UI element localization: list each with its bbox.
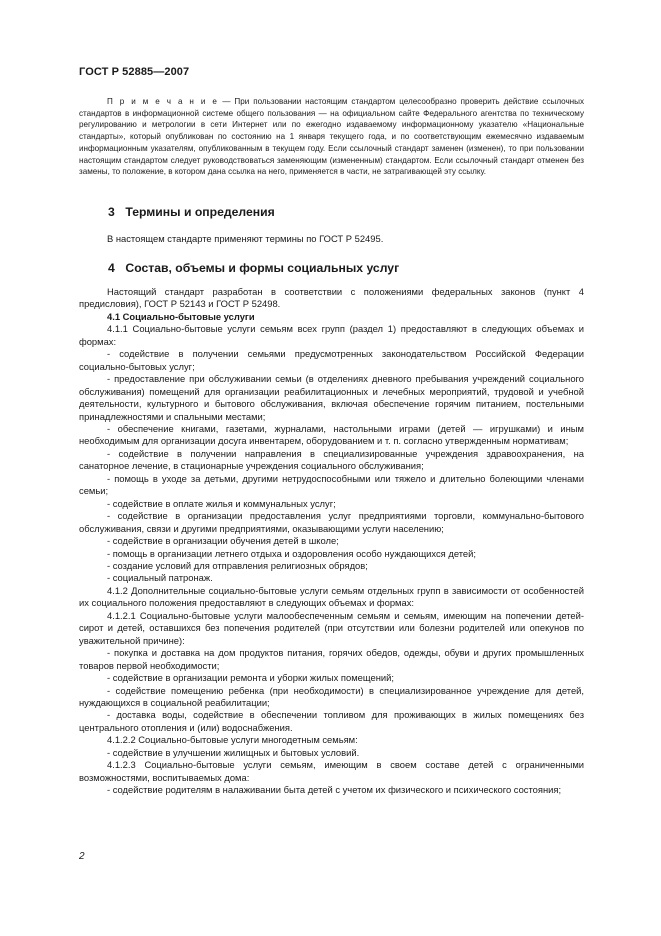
list-item: - содействие родителям в налаживании быта детей с учетом их физического и психического состояния;: [107, 784, 562, 796]
list-item: - содействие в организации ремонта и уборки жилых помещений;: [107, 672, 394, 684]
list-item: - предоставление при обслуживании семьи (в отделениях дневного пребывания учреждений социального обслуживания) помещений для организации реабилитационных и лечебных мероприятий, трудовой и учебной деятельности, культурного и бытового обслуживания, включая обеспечение горячим питанием, постельными принадлежностями и спальными местами;: [79, 373, 584, 422]
note-text: — При пользовании настоящим стандартом целесообразно проверить действие ссылочных стандартов в информационной системе общего пользования — на официальном сайте Федерального агентства по техническому регулированию и метрологии в сети Интернет или по ежегодно издаваемому информационному указателю «Национальные стандарты», который опубликован по состоянию на 1 января текущего года, и по соответствующим ежемесячно издаваемым информационным указателям, опубликованным в текущем году. Если ссылочный стандарт заменен (изменен), то при пользовании настоящим стандартом следует руководствоваться заменяющим (измененным) стандартом. Если ссылочный стандарт отменен без замены, то положение, в котором дана ссылка на него, применяется в части, не затрагивающей эту ссылку.: [79, 97, 585, 177]
section-4-title: Состав, объемы и формы социальных услуг: [125, 261, 400, 275]
list-item: - содействие в организации предоставления услуг предприятиями торговли, коммунально-бытового обслуживания, связи и другими предприятиями, оказывающими услуги населению;: [79, 510, 584, 534]
paragraph: 4.1.2.2 Социально-бытовые услуги многодетным семьям:: [107, 734, 358, 746]
list-item: - доставка воды, содействие в обеспечении топливом для проживающих в жилых помещениях без центрального отопления и (или) водоснабжения.: [79, 709, 584, 733]
note-paragraph: [79, 96, 584, 178]
section-3-heading: [108, 205, 275, 219]
list-item: - помощь в организации летнего отдыха и оздоровления особо нуждающихся детей;: [107, 547, 476, 559]
list-item: - социальный патронаж.: [107, 572, 213, 584]
paragraph: 4.1.2.3 Социально-бытовые услуги семьям, имеющим в своем составе детей с ограниченными возможностями, воспитываемых дома:: [79, 759, 584, 783]
list-item: - содействие в организации обучения детей в школе;: [107, 535, 339, 547]
page-number: 2: [79, 851, 85, 862]
list-item: - содействие в улучшении жилищных и бытовых условий.: [107, 746, 360, 758]
section-4-number: 4: [108, 261, 115, 275]
list-item: - помощь в уходе за детьми, другими нетрудоспособными или тяжело и длительно болеющими членами семьи;: [79, 472, 584, 497]
section-3-number: 3: [108, 205, 115, 219]
subsection-heading: 4.1 Социально-бытовые услуги: [107, 310, 255, 322]
list-item: - создание условий для отправления религиозных обрядов;: [107, 559, 368, 571]
list-item: - содействие в получении направления в специализированные учреждения здравоохранения, на санаторное лечение, в стационарные учреждения социального обслуживания;: [79, 447, 584, 472]
list-item: - обеспечение книгами, газетами, журналами, настольными играми (детей — игрушками) и иным необходимым для организации досуга инвентарем, оборудованием и т. п. согласно утвержденным нормативам;: [79, 422, 584, 447]
paragraph: 4.1.2 Дополнительные социально-бытовые услуги семьям отдельных групп в зависимости от особенностей их социального положения предоставляют в следующих объемах и формах:: [79, 584, 584, 609]
list-item: - содействие в получении семьями предусмотренных законодательством Российской Федерации социально-бытовых услуг;: [79, 348, 584, 372]
list-item: - покупка и доставка на дом продуктов питания, горячих обедов, одежды, обуви и других промышленных товаров первой необходимости;: [79, 647, 584, 671]
section-3-title: Термины и определения: [125, 205, 275, 219]
paragraph: 4.1.1 Социально-бытовые услуги семьям всех групп (раздел 1) предоставляют в следующих объемах и формах:: [79, 323, 584, 347]
list-item: - содействие помещению ребенка (при необходимости) в специализированное учреждение для детей, нуждающихся в социальной реабилитации;: [79, 684, 584, 708]
section-4-body: [79, 286, 584, 797]
section-4-heading: [108, 261, 399, 275]
document-header: ГОСТ Р 52885—2007: [79, 66, 190, 78]
list-item: - содействие в оплате жилья и коммунальных услуг;: [107, 497, 336, 509]
paragraph: Настоящий стандарт разработан в соответствии с положениями федеральных законов (пункт 4 предисловия), ГОСТ Р 52143 и ГОСТ Р 52498.: [79, 286, 584, 310]
paragraph: 4.1.2.1 Социально-бытовые услуги малообеспеченным семьям и семьям, имеющим на попечении детей-сирот и детей, оставшихся без попечения родителей (при отсутствии или болезни родителей или опекунов по уважительной причине):: [79, 609, 584, 646]
section-3-text: В настоящем стандарте применяют термины по ГОСТ Р 52495.: [107, 233, 384, 244]
note-label: П р и м е ч а н и е: [107, 97, 219, 106]
